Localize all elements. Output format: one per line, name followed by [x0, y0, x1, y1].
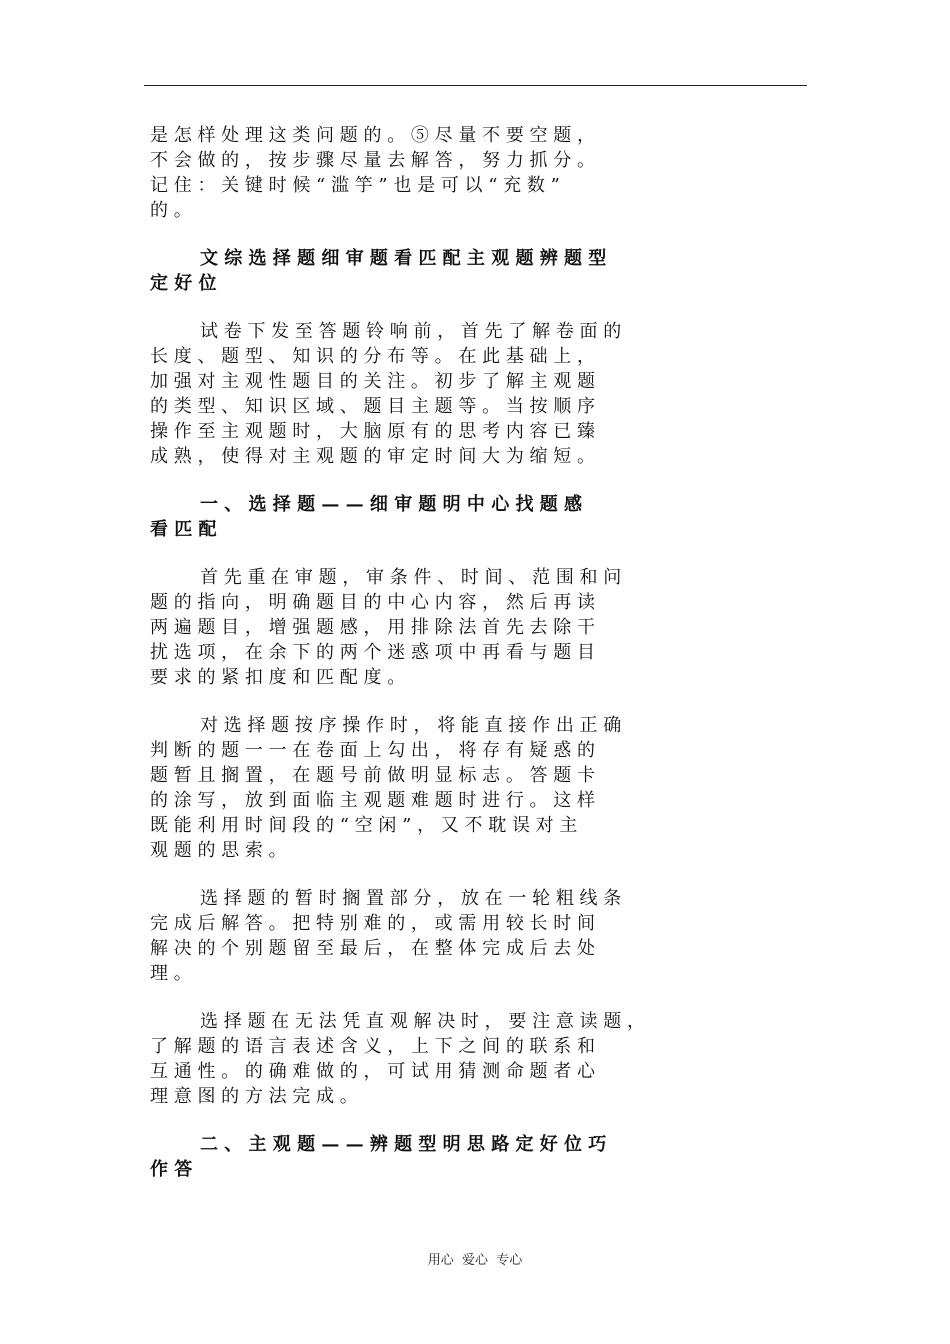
- paragraph-line: 试 卷 下 发 至 答 题 铃 响 前 ， 首 先 了 解 卷 面 的: [200, 321, 622, 342]
- paragraph-line: 选 择 题 的 暂 时 搁 置 部 分 ， 放 在 一 轮 粗 线 条: [200, 888, 622, 909]
- heading-line: 文 综 选 择 题 细 审 题 看 匹 配 主 观 题 辨 题 型: [200, 248, 607, 269]
- paragraph-line: 要 求 的 紧 扣 度 和 匹 配 度 。: [150, 667, 406, 688]
- heading-line: 作 答: [150, 1159, 193, 1180]
- body-paragraph: [150, 713, 790, 863]
- paragraph-line: 既 能 利 用 时 间 段 的 “ 空 闲 ” ， 又 不 耽 误 对 主: [150, 815, 578, 836]
- paragraph-line: 理 。: [150, 963, 192, 984]
- paragraph-line: 扰 选 项 ， 在 余 下 的 两 个 迷 惑 项 中 再 看 与 题 目: [150, 642, 595, 663]
- paragraph-line: 的 类 型 、 知 识 区 域 、 题 目 主 题 等 。 当 按 顺 序: [150, 396, 595, 417]
- document-body: [150, 123, 790, 1205]
- body-paragraph: [150, 886, 790, 986]
- page-footer: 用心 爱心 专心: [427, 1253, 523, 1268]
- heading-line: 看 匹 配: [150, 519, 217, 540]
- header-rule: [144, 85, 807, 86]
- heading-line: 定 好 位: [150, 273, 217, 294]
- paragraph-line: 了 解 题 的 语 言 表 述 含 义 ， 上 下 之 间 的 联 系 和: [150, 1036, 595, 1057]
- body-paragraph: [150, 123, 790, 223]
- paragraph-line: 两 遍 题 目 ， 增 强 题 感 ， 用 排 除 法 首 先 去 除 干: [150, 617, 595, 638]
- paragraph-line: 不 会 做 的 ， 按 步 骤 尽 量 去 解 答 ， 努 力 抓 分 。: [150, 150, 595, 171]
- paragraph-line: 的 涂 写 ， 放 到 面 临 主 观 题 难 题 时 进 行 。 这 样: [150, 790, 595, 811]
- paragraph-line: 理 意 图 的 方 法 完 成 。: [150, 1086, 358, 1107]
- body-paragraph: [150, 319, 790, 469]
- paragraph-line: 对 选 择 题 按 序 操 作 时 ， 将 能 直 接 作 出 正 确: [200, 715, 622, 736]
- paragraph-line: 互 通 性 。 的 确 难 做 的 ， 可 试 用 猜 测 命 题 者 心: [150, 1061, 595, 1082]
- paragraph-line: 题 暂 且 搁 置 ， 在 题 号 前 做 明 显 标 志 。 答 题 卡: [150, 765, 595, 786]
- section-heading: [150, 492, 790, 542]
- paragraph-line: 完 成 后 解 答 。 把 特 别 难 的 ， 或 需 用 较 长 时 间: [150, 913, 595, 934]
- section-heading: [150, 246, 790, 296]
- section-heading: [150, 1132, 790, 1182]
- paragraph-line: 成 熟 ， 使 得 对 主 观 题 的 审 定 时 间 大 为 缩 短 。: [150, 446, 595, 467]
- body-paragraph: [150, 565, 790, 690]
- paragraph-line: 选 择 题 在 无 法 凭 直 观 解 决 时 ， 要 注 意 读 题 ，: [200, 1011, 645, 1032]
- paragraph-line: 的 。: [150, 200, 192, 221]
- paragraph-line: 解 决 的 个 别 题 留 至 最 后 ， 在 整 体 完 成 后 去 处: [150, 938, 595, 959]
- paragraph-line: 判 断 的 题 一 一 在 卷 面 上 勾 出 ， 将 存 有 疑 惑 的: [150, 740, 595, 761]
- paragraph-line: 是 怎 样 处 理 这 类 问 题 的 。 ⑤ 尽 量 不 要 空 题 ，: [150, 125, 595, 146]
- paragraph-line: 操 作 至 主 观 题 时 ， 大 脑 原 有 的 思 考 内 容 已 臻: [150, 421, 595, 442]
- heading-line: 一 、 选 择 题 — — 细 审 题 明 中 心 找 题 感: [200, 494, 582, 515]
- paragraph-line: 长 度 、 题 型 、 知 识 的 分 布 等 。 在 此 基 础 上 ，: [150, 346, 595, 367]
- paragraph-line: 首 先 重 在 审 题 ， 审 条 件 、 时 间 、 范 围 和 问: [200, 567, 622, 588]
- heading-line: 二 、 主 观 题 — — 辨 题 型 明 思 路 定 好 位 巧: [200, 1134, 607, 1155]
- paragraph-line: 加 强 对 主 观 性 题 目 的 关 注 。 初 步 了 解 主 观 题: [150, 371, 595, 392]
- paragraph-line: 记 住 ： 关 键 时 候 “ 滥 竽 ” 也 是 可 以 “ 充 数 ”: [150, 175, 560, 196]
- paragraph-line: 观 题 的 思 索 。: [150, 840, 287, 861]
- paragraph-line: 题 的 指 向 ， 明 确 题 目 的 中 心 内 容 ， 然 后 再 读: [150, 592, 595, 613]
- body-paragraph: [150, 1009, 790, 1109]
